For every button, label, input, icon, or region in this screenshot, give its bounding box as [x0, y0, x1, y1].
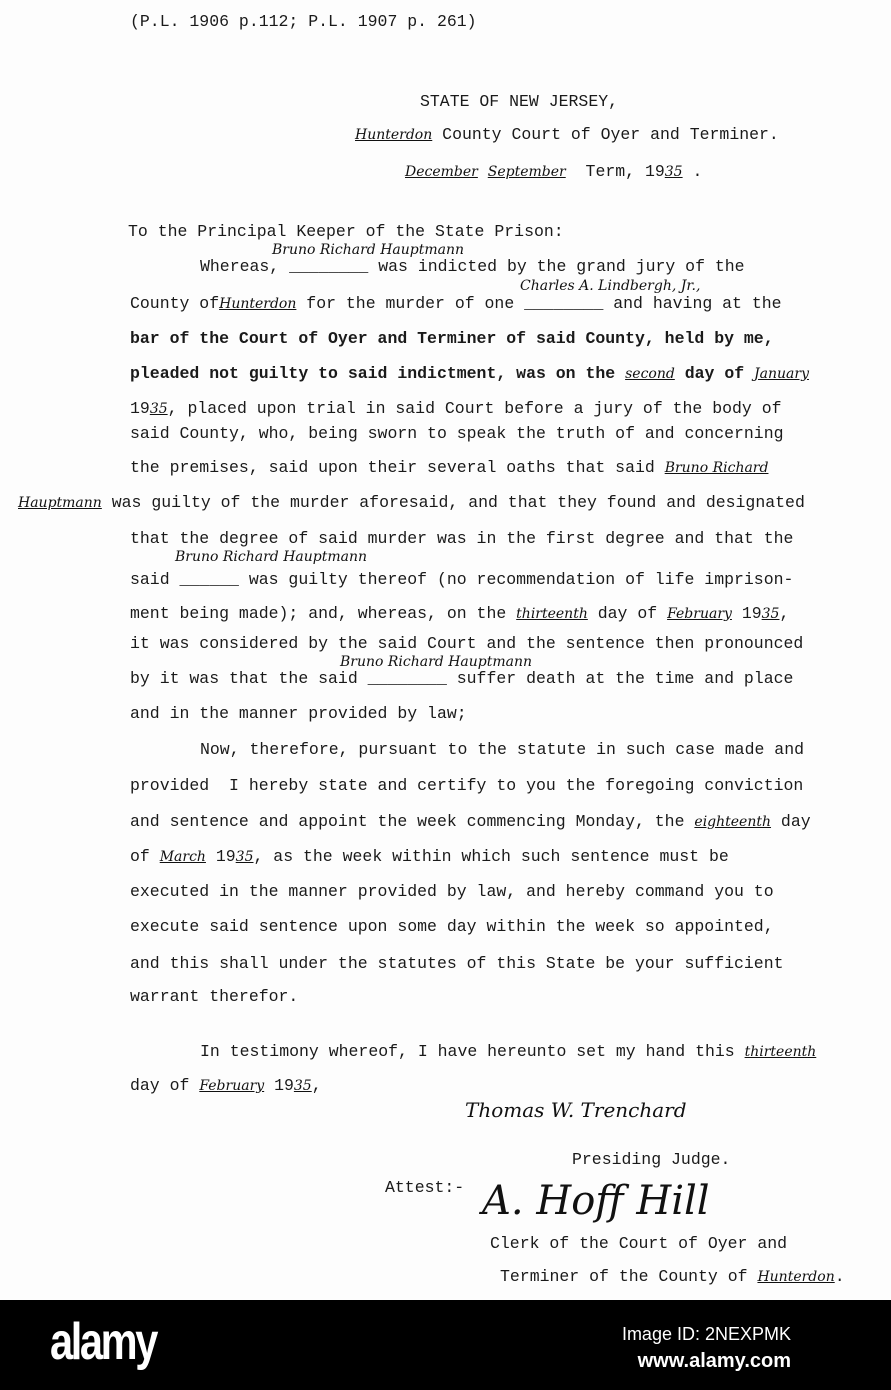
typed-text: for the murder of one ________ and having at the	[296, 294, 782, 313]
document-line	[572, 1150, 730, 1170]
typed-text: Whereas, ________ was indicted by the grand jury of the	[200, 257, 745, 276]
document-line	[200, 257, 745, 277]
typed-text: County Court of Oyer and Terminer.	[432, 125, 779, 144]
typed-text: provided I hereby state and certify to you the foregoing conviction	[130, 776, 804, 795]
typed-text: 19	[130, 399, 150, 418]
typed-text: day of	[587, 604, 668, 623]
typed-text: the premises, said upon their several oaths that said	[130, 458, 665, 477]
document-line	[130, 847, 729, 867]
typed-text: Presiding Judge.	[572, 1150, 731, 1169]
typed-text: ,	[779, 604, 790, 623]
typed-text: STATE OF NEW JERSEY,	[420, 92, 619, 111]
typed-text: Term, 19	[565, 162, 665, 181]
typed-text: 19	[264, 1076, 294, 1095]
judge-signature: Thomas W. Trenchard	[465, 1098, 687, 1122]
typed-text: by it was that the said ________ suffer death at the time and place	[130, 669, 794, 688]
document-line	[130, 776, 803, 796]
handwritten-entry: Hunterdon	[355, 127, 433, 143]
typed-text: execute said sentence upon some day within the week so appointed,	[130, 917, 774, 936]
typed-text: ment being made); and, whereas, on the	[130, 604, 517, 623]
image-id: Image ID: 2NEXPMK	[621, 1324, 791, 1344]
document-line	[405, 162, 702, 182]
handwritten-entry: December	[405, 164, 478, 180]
document-line	[385, 1178, 464, 1198]
handwritten-entry: 35	[761, 606, 780, 622]
typed-text: executed in the manner provided by law, and hereby command you to	[130, 882, 774, 901]
handwritten-entry: 35	[149, 401, 168, 417]
document-line	[130, 954, 784, 974]
typed-text: day of	[130, 1076, 200, 1095]
typed-text: and sentence and appoint the week commencing Monday, the	[130, 812, 695, 831]
typed-text: 19	[731, 604, 762, 623]
typed-text: ,	[311, 1076, 322, 1095]
typed-text: In testimony whereof, I have hereunto set my hand this	[200, 1042, 745, 1061]
document-line	[490, 1234, 787, 1254]
handwritten-entry: thirteenth	[516, 606, 588, 622]
handwritten-entry: eighteenth	[694, 814, 772, 830]
document-line	[500, 1267, 845, 1287]
typed-text: said ______ was guilty thereof (no recommendation of life imprison-	[130, 570, 794, 589]
handwritten-entry: thirteenth	[744, 1044, 817, 1060]
watermark-banner	[0, 1300, 891, 1390]
alamy-logo: alamy	[50, 1313, 156, 1371]
handwritten-entry: 35	[664, 164, 683, 180]
document-line	[130, 634, 803, 654]
handwritten-entry: 35	[293, 1078, 312, 1094]
document-line	[130, 604, 789, 624]
clerk-signature: A. Hoff Hill	[482, 1178, 710, 1224]
typed-text: .	[834, 1267, 845, 1286]
typed-text: Terminer of the County of	[500, 1267, 758, 1286]
typed-text: .	[682, 162, 703, 181]
handwritten-entry: Bruno Richard	[664, 460, 769, 476]
document-line	[130, 458, 768, 478]
typed-text: and this shall under the statutes of this State be your sufficient	[130, 954, 784, 973]
typed-text: bar of the Court of Oyer and Terminer of said County, held by me,	[130, 329, 774, 348]
handwritten-entry: Hunterdon	[219, 296, 297, 312]
typed-text: Now, therefore, pursuant to the statute in such case made and	[200, 740, 804, 759]
document-line	[200, 1042, 816, 1062]
interlinear-note: Bruno Richard Hauptmann	[175, 549, 368, 565]
handwritten-entry: September	[487, 164, 566, 180]
typed-text: of	[130, 847, 160, 866]
typed-text: pleaded not guilty to said indictment, was on the	[130, 364, 626, 383]
typed-text: To the Principal Keeper of the State Prison:	[128, 222, 564, 241]
typed-text	[478, 162, 488, 181]
typed-text: was guilty of the murder aforesaid, and that they found and designated	[101, 493, 805, 512]
interlinear-note: Bruno Richard Hauptmann	[272, 242, 465, 258]
document-line	[200, 740, 804, 760]
document-line	[18, 493, 805, 513]
watermark-url: www.alamy.com	[637, 1350, 791, 1372]
handwritten-entry: January	[754, 366, 809, 382]
typed-text: day	[771, 812, 811, 831]
typed-text: it was considered by the said Court and the sentence then pronounced	[130, 634, 804, 653]
interlinear-note: Bruno Richard Hauptmann	[340, 654, 533, 670]
document-line	[130, 294, 782, 314]
handwritten-entry: March	[159, 849, 206, 865]
document-line	[130, 669, 793, 689]
document-line	[130, 12, 477, 32]
document-line	[130, 812, 811, 832]
document-line	[130, 424, 784, 444]
typed-text: that the degree of said murder was in the first degree and that the	[130, 529, 794, 548]
typed-text: Clerk of the Court of Oyer and	[490, 1234, 788, 1253]
document-line	[130, 704, 467, 724]
document-line	[420, 92, 618, 112]
document-line	[130, 529, 793, 549]
typed-text: , as the week within which such sentence must be	[253, 847, 729, 866]
document-line	[130, 1076, 322, 1096]
typed-text: 19	[205, 847, 236, 866]
handwritten-entry: second	[625, 366, 675, 382]
typed-text: County of	[130, 294, 220, 313]
document-line	[130, 882, 774, 902]
document-line	[355, 125, 779, 145]
typed-text: , placed upon trial in said Court before a jury of the body of	[167, 399, 782, 418]
typed-text: and in the manner provided by law;	[130, 704, 467, 723]
handwritten-entry: 35	[235, 849, 254, 865]
handwritten-entry: February	[199, 1078, 265, 1094]
document-line	[130, 917, 774, 937]
document-line	[128, 222, 564, 242]
typed-text: day of	[674, 364, 755, 383]
typed-text: (P.L. 1906 p.112; P.L. 1907 p. 261)	[130, 12, 477, 31]
document-line	[130, 399, 782, 419]
document-line	[130, 570, 793, 590]
typed-text: warrant therefor.	[130, 987, 299, 1006]
document-line	[130, 987, 298, 1007]
typed-text: Attest:-	[385, 1178, 465, 1197]
handwritten-entry: Hunterdon	[757, 1269, 835, 1285]
document-line	[130, 364, 809, 384]
handwritten-entry: February	[667, 606, 732, 622]
handwritten-entry: Hauptmann	[18, 495, 102, 511]
interlinear-note: Charles A. Lindbergh, Jr.,	[520, 278, 701, 294]
document-line	[130, 329, 774, 349]
typed-text: said County, who, being sworn to speak the truth of and concerning	[130, 424, 784, 443]
